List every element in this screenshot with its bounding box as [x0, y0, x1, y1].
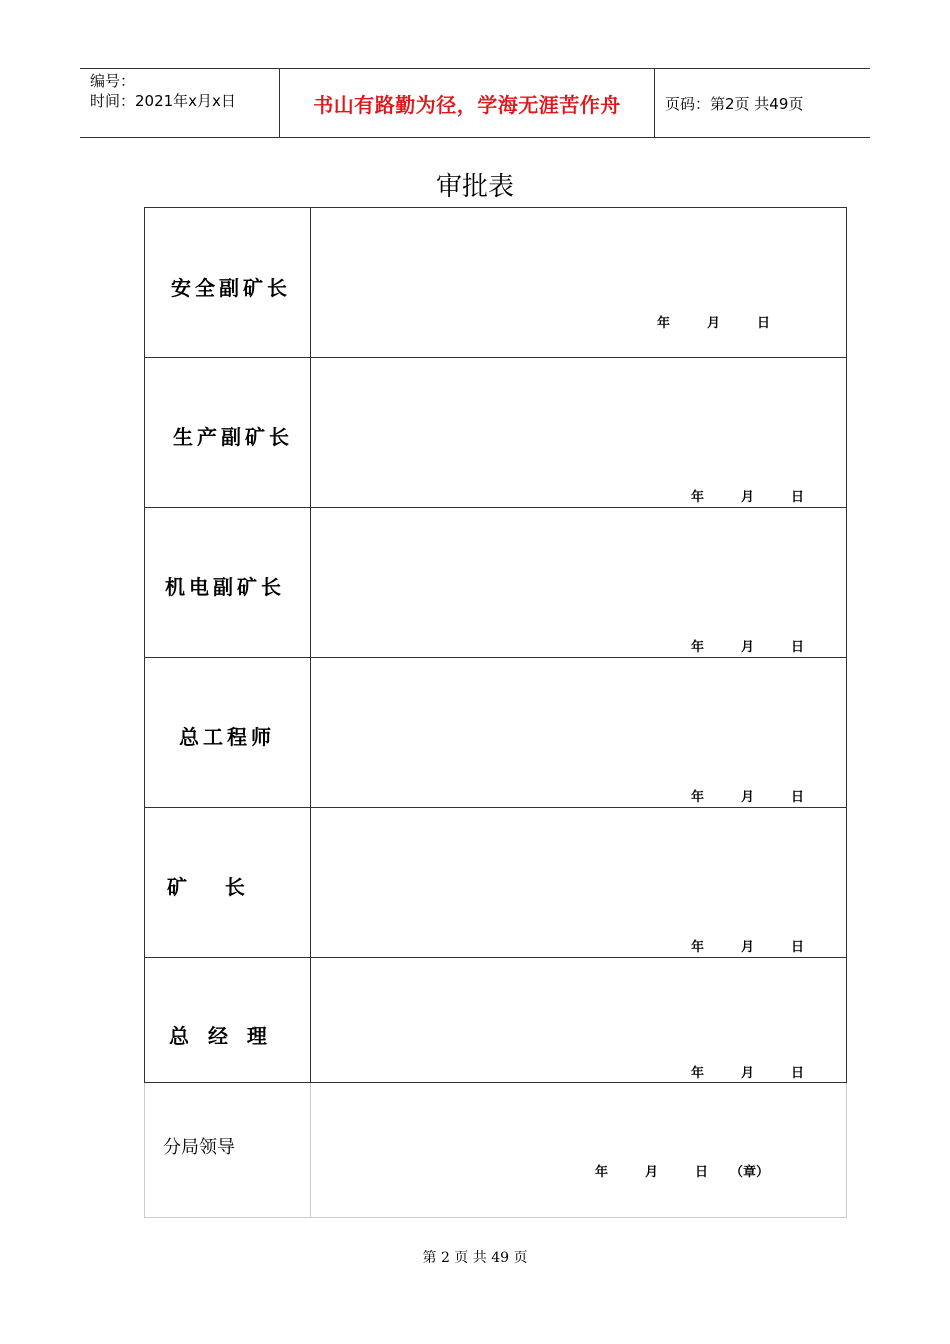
- approval-table: [144, 207, 847, 1218]
- serial-label: 编号：: [90, 72, 136, 90]
- date-line: 年 月 日: [691, 1066, 805, 1081]
- signature-cell[interactable]: [311, 358, 847, 508]
- row-label-cell: [145, 358, 311, 508]
- signature-cell[interactable]: [311, 958, 847, 1083]
- table-row: [145, 1083, 847, 1218]
- table-row: [145, 208, 847, 358]
- table-row: [145, 508, 847, 658]
- row-label-cell: [145, 208, 311, 358]
- page-header: [80, 68, 870, 138]
- row-label-cell: [145, 508, 311, 658]
- date-line: 年 月 日: [691, 640, 805, 655]
- row-label: 总 经 理: [169, 1024, 273, 1048]
- signature-cell[interactable]: [311, 658, 847, 808]
- date-line: 年 月 日: [657, 316, 771, 331]
- time-label: 时间：2021年x月x日: [90, 92, 236, 110]
- table-row: [145, 358, 847, 508]
- seal-label: （章）: [730, 1165, 770, 1180]
- table-row: [145, 958, 847, 1083]
- row-label-cell: [145, 808, 311, 958]
- signature-cell[interactable]: [311, 808, 847, 958]
- page-title: 审批表: [435, 172, 514, 202]
- table-row: [145, 658, 847, 808]
- signature-cell[interactable]: [311, 208, 847, 358]
- row-label: 矿 长: [167, 875, 253, 899]
- date-line: 年 月 日: [691, 940, 805, 955]
- row-label-cell: [145, 658, 311, 808]
- row-label-cell: [145, 958, 311, 1083]
- signature-cell[interactable]: [311, 508, 847, 658]
- header-motto: 书山有路勤为径，学海无涯苦作舟: [280, 69, 655, 137]
- row-label: 总工程师: [179, 725, 275, 749]
- page-footer: 第 2 页 共 49 页: [422, 1250, 528, 1266]
- date-line: 年 月 日: [691, 490, 805, 505]
- signature-cell[interactable]: [311, 1083, 847, 1218]
- row-label-cell: [145, 1083, 311, 1218]
- table-row: [145, 808, 847, 958]
- date-line: 年 月 日: [691, 790, 805, 805]
- row-label: 生产副矿长: [173, 425, 293, 449]
- header-meta: [80, 69, 280, 137]
- date-line: 年 月 日 （章）: [595, 1161, 769, 1180]
- row-label: 分局领导: [163, 1137, 235, 1158]
- row-label: 机电副矿长: [165, 575, 285, 599]
- row-label: 安全副矿长: [171, 276, 291, 300]
- header-page-info: 页码：第2页 共49页: [665, 94, 804, 113]
